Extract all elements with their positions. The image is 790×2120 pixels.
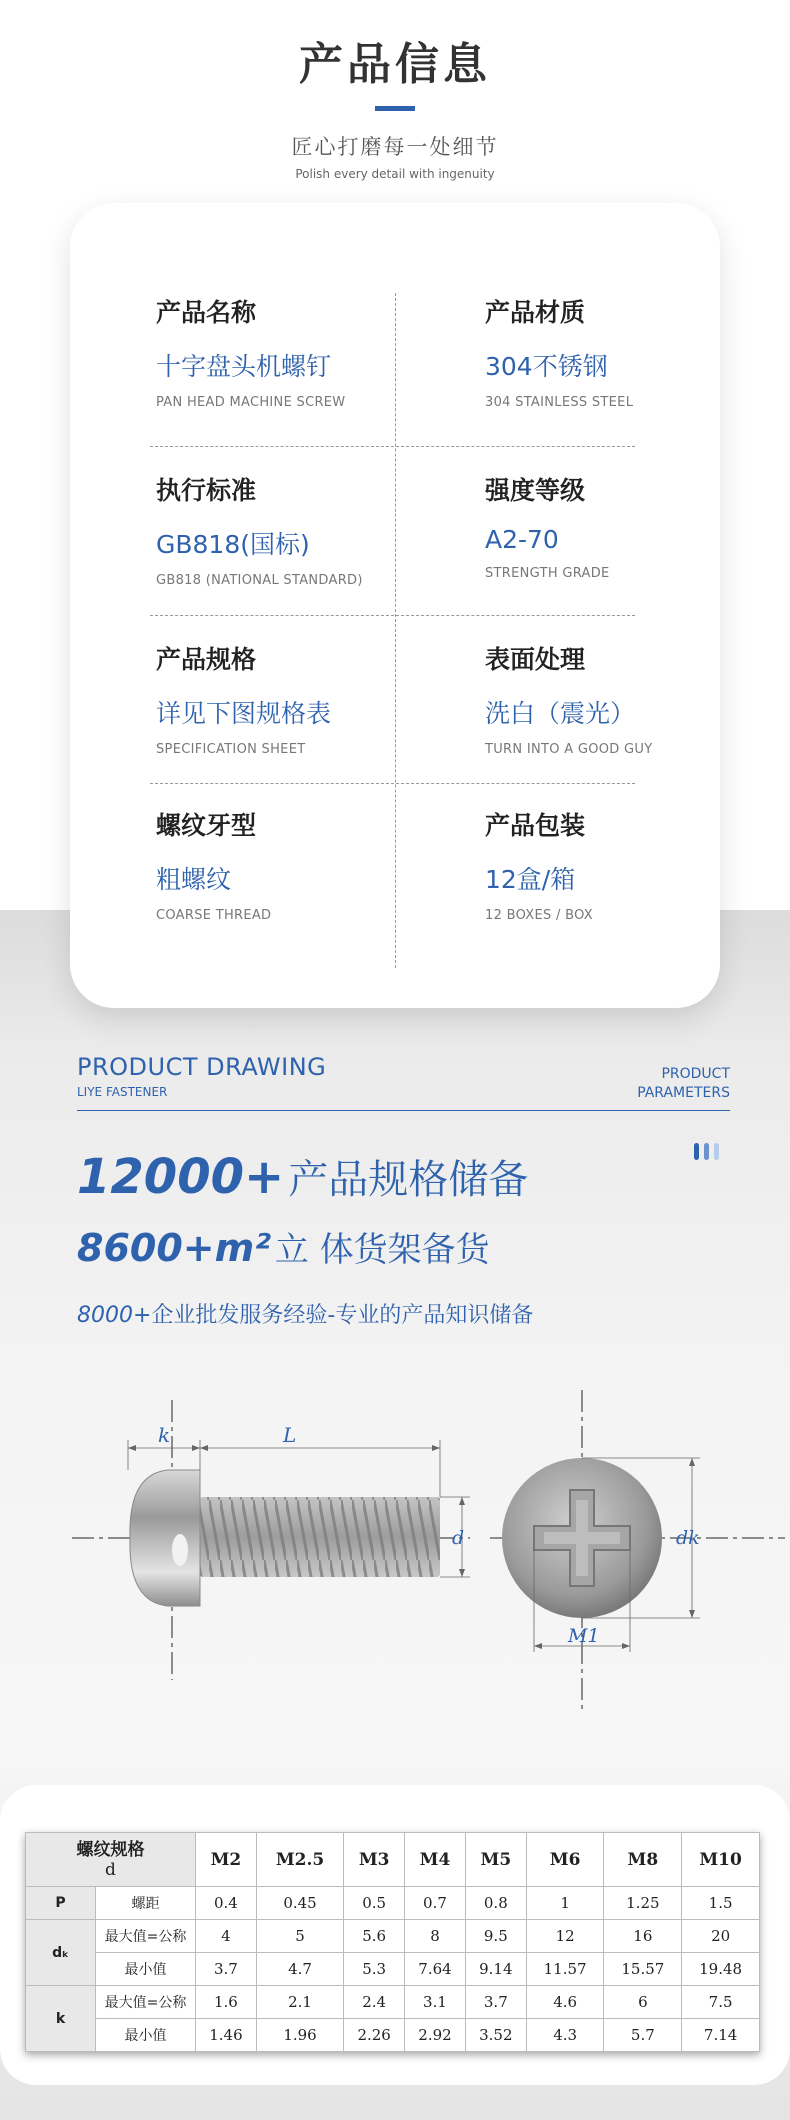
drawing-header-right <box>637 1065 730 1103</box>
table-cell: 3.7 <box>465 1986 526 2019</box>
table-cell: 7.14 <box>682 2019 760 2052</box>
table-cell: 1.96 <box>256 2019 343 2052</box>
table-row <box>26 1887 760 1920</box>
table-cell: 16 <box>604 1920 682 1953</box>
info-material <box>485 293 633 410</box>
info-title: 强度等级 <box>485 476 586 505</box>
table-cell: 19.48 <box>682 1953 760 1986</box>
decorative-dots-icon <box>694 1143 724 1164</box>
table-cell: 3.7 <box>196 1953 257 1986</box>
info-specification <box>156 640 331 757</box>
size-header: M10 <box>682 1833 760 1887</box>
info-product-name <box>156 293 345 410</box>
info-value-en: 304 STAINLESS STEEL <box>485 395 634 410</box>
info-value: 粗螺纹 <box>156 865 232 894</box>
table-cell: 0.45 <box>256 1887 343 1920</box>
row-group: P <box>26 1887 96 1920</box>
table-cell: 9.5 <box>465 1920 526 1953</box>
row-label: 最大值=公称 <box>96 1986 196 2019</box>
stat-number: 8600+m² <box>77 1226 271 1270</box>
table-cell: 7.5 <box>682 1986 760 2019</box>
spec-table <box>25 1832 760 2052</box>
info-title: 产品名称 <box>156 298 257 327</box>
table-cell: 2.92 <box>405 2019 466 2052</box>
row-group: dₖ <box>26 1920 96 1986</box>
drawing-right-line1: PRODUCT <box>661 1066 730 1082</box>
info-surface-treatment <box>485 640 652 757</box>
info-value-en: 12 BOXES / BOX <box>485 908 593 923</box>
dim-label-L: L <box>283 1423 297 1447</box>
table-row <box>26 1920 760 1953</box>
size-header: M2 <box>196 1833 257 1887</box>
row-group: k <box>26 1986 96 2052</box>
info-value-en: GB818 (NATIONAL STANDARD) <box>156 573 363 588</box>
info-title: 螺纹牙型 <box>156 811 257 840</box>
drawing-subtitle: LIYE FASTENER <box>77 1085 168 1099</box>
table-cell: 15.57 <box>604 1953 682 1986</box>
table-cell: 7.64 <box>405 1953 466 1986</box>
stat-text: 产品规格储备 <box>288 1157 529 1203</box>
table-cell: 4 <box>196 1920 257 1953</box>
info-value-en: STRENGTH GRADE <box>485 566 610 581</box>
table-cell: 0.4 <box>196 1887 257 1920</box>
corner-header-top: 螺纹规格 <box>76 1839 145 1860</box>
page-subtitle: 匠心打磨每一处细节 <box>291 135 499 159</box>
info-value: A2-70 <box>485 525 559 554</box>
size-header: M2.5 <box>256 1833 343 1887</box>
table-row <box>26 1953 760 1986</box>
table-cell: 4.6 <box>526 1986 604 2019</box>
info-value-en: TURN INTO A GOOD GUY <box>485 742 653 757</box>
table-cell: 5.7 <box>604 2019 682 2052</box>
table-cell: 1.6 <box>196 1986 257 2019</box>
dim-label-d: d <box>452 1527 465 1549</box>
corner-header-bottom: d <box>105 1859 116 1880</box>
table-cell: 3.1 <box>405 1986 466 2019</box>
size-header: M4 <box>405 1833 466 1887</box>
section-header <box>0 28 790 181</box>
info-value: 304不锈钢 <box>485 352 608 381</box>
table-cell: 20 <box>682 1920 760 1953</box>
table-cell: 4.7 <box>256 1953 343 1986</box>
row-divider <box>150 446 635 447</box>
product-info-card <box>70 203 720 1008</box>
info-value: 洗白（震光） <box>485 699 636 728</box>
table-cell: 0.5 <box>344 1887 405 1920</box>
head-highlight <box>172 1534 188 1566</box>
table-cell: 2.26 <box>344 2019 405 2052</box>
info-value-en: SPECIFICATION SHEET <box>156 742 306 757</box>
table-cell: 11.57 <box>526 1953 604 1986</box>
stat-text: 企业批发服务经验-专业的产品知识储备 <box>151 1303 534 1328</box>
table-row <box>26 1986 760 2019</box>
screw-thread <box>200 1497 440 1577</box>
info-value: 12盒/箱 <box>485 865 576 894</box>
info-value-en: PAN HEAD MACHINE SCREW <box>156 395 346 410</box>
info-strength-grade <box>485 471 610 581</box>
page-subtitle-en: Polish every detail with ingenuity <box>295 167 495 181</box>
drawing-header-left <box>77 1053 326 1099</box>
table-cell: 5 <box>256 1920 343 1953</box>
screw-technical-drawing <box>0 1380 790 1780</box>
stat-number: 12000+ <box>77 1149 285 1205</box>
table-cell: 12 <box>526 1920 604 1953</box>
stat-spec-reserve <box>77 1148 528 1205</box>
info-packaging <box>485 806 593 923</box>
table-cell: 2.1 <box>256 1986 343 2019</box>
table-header-row <box>26 1833 760 1887</box>
row-label: 最大值=公称 <box>96 1920 196 1953</box>
table-cell: 4.3 <box>526 2019 604 2052</box>
page-title: 产品信息 <box>299 39 491 90</box>
column-divider <box>395 293 396 968</box>
size-header: M6 <box>526 1833 604 1887</box>
size-header: M3 <box>344 1833 405 1887</box>
row-divider <box>150 783 635 784</box>
stat-number: 8000+ <box>77 1303 152 1328</box>
table-cell: 3.52 <box>465 2019 526 2052</box>
table-cell: 1.46 <box>196 2019 257 2052</box>
dim-label-k: k <box>158 1423 171 1447</box>
table-cell: 2.4 <box>344 1986 405 2019</box>
info-title: 产品规格 <box>156 645 257 674</box>
drawing-title: PRODUCT DRAWING <box>77 1053 327 1081</box>
table-cell: 1.25 <box>604 1887 682 1920</box>
info-value: 详见下图规格表 <box>156 699 332 728</box>
info-thread-type <box>156 806 271 923</box>
corner-header <box>26 1833 196 1887</box>
dim-label-dk: dk <box>676 1527 700 1549</box>
info-value: 十字盘头机螺钉 <box>156 352 332 381</box>
info-title: 产品包装 <box>485 811 586 840</box>
table-cell: 9.14 <box>465 1953 526 1986</box>
table-cell: 0.7 <box>405 1887 466 1920</box>
table-cell: 5.6 <box>344 1920 405 1953</box>
stat-warehouse <box>77 1222 490 1271</box>
info-value-en: COARSE THREAD <box>156 908 272 923</box>
info-title: 表面处理 <box>485 645 586 674</box>
title-underline <box>375 106 415 111</box>
row-divider <box>150 615 635 616</box>
table-cell: 6 <box>604 1986 682 2019</box>
info-title: 执行标准 <box>156 476 257 505</box>
table-cell: 0.8 <box>465 1887 526 1920</box>
stat-text: 立 体货架备货 <box>274 1230 490 1270</box>
table-cell: 5.3 <box>344 1953 405 1986</box>
table-cell: 8 <box>405 1920 466 1953</box>
info-title: 产品材质 <box>485 298 586 327</box>
drawing-right-line2: PARAMETERS <box>637 1085 730 1101</box>
info-value: GB818(国标) <box>156 530 310 559</box>
screw-head-side <box>130 1470 200 1606</box>
stat-experience <box>77 1298 533 1329</box>
size-header: M5 <box>465 1833 526 1887</box>
table-cell: 1.5 <box>682 1887 760 1920</box>
size-header: M8 <box>604 1833 682 1887</box>
drawing-header-rule <box>77 1110 730 1111</box>
dim-label-m1: M1 <box>568 1625 600 1647</box>
row-label: 螺距 <box>96 1887 196 1920</box>
info-standard <box>156 471 363 588</box>
table-cell: 1 <box>526 1887 604 1920</box>
table-row <box>26 2019 760 2052</box>
row-label: 最小值 <box>96 2019 196 2052</box>
row-label: 最小值 <box>96 1953 196 1986</box>
